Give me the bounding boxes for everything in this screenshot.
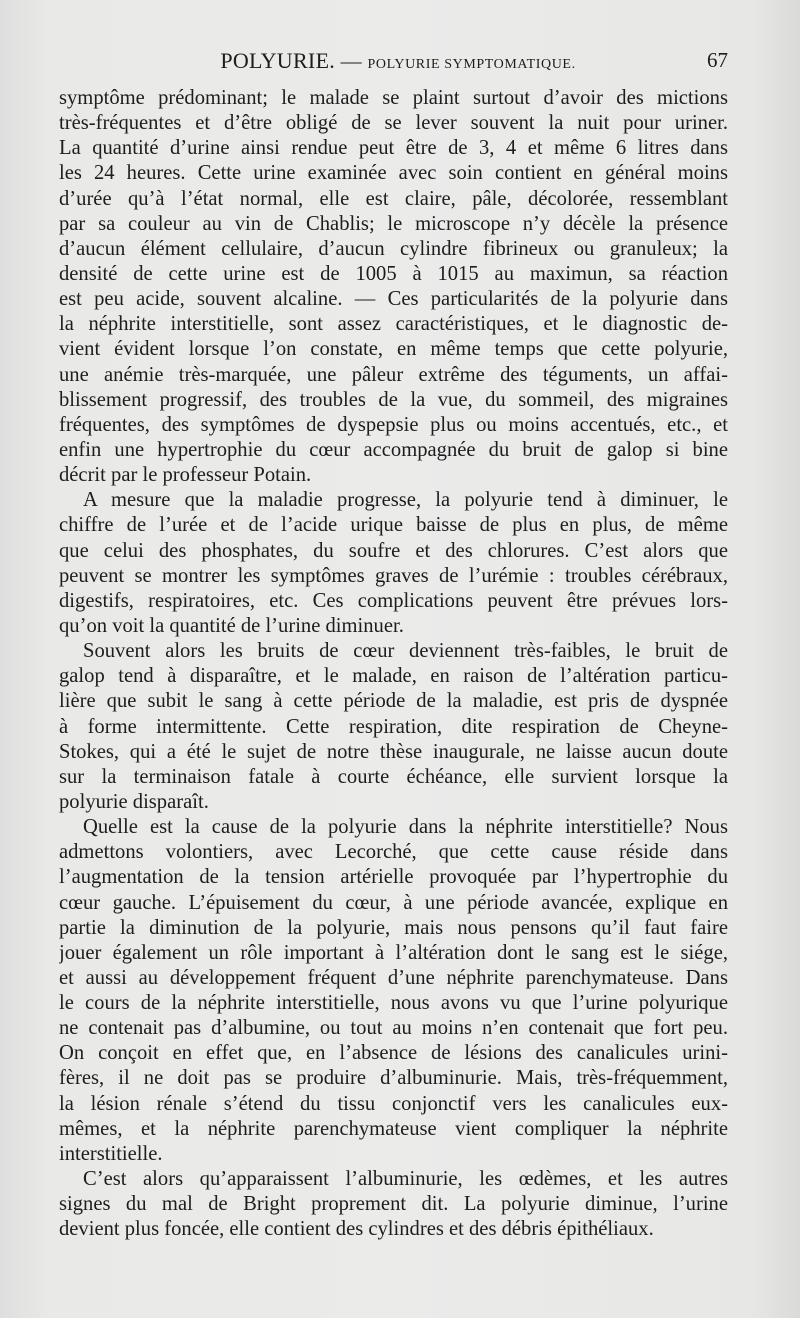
text-line: peuvent se montrer les symptômes graves de l’urémie : troubles cérébraux, bbox=[59, 564, 728, 587]
text-line: partie la diminution de la polyurie, mais nous pensons qu’il faut faire bbox=[59, 916, 728, 939]
text-line: la néphrite interstitielle, sont assez caractéristiques, et le diagnostic de- bbox=[59, 313, 728, 336]
text-line: admettons volontiers, avec Lecorché, que cette cause réside dans bbox=[59, 841, 728, 864]
body-text bbox=[59, 86, 728, 1242]
text-line: les 24 heures. Cette urine examinée avec soin contient en général moins bbox=[59, 162, 728, 185]
paragraph bbox=[59, 1167, 728, 1242]
text-line: très-fréquentes et d’être obligé de se lever souvent la nuit pour uriner. bbox=[59, 112, 728, 135]
running-header bbox=[60, 48, 736, 78]
text-line: C’est alors qu’apparaissent l’albuminurie, les œdèmes, et les autres bbox=[83, 1168, 728, 1191]
text-line: cœur gauche. L’épuisement du cœur, à une période avancée, explique en bbox=[59, 891, 728, 914]
text-line: d’urée qu’à l’état normal, elle est claire, pâle, décolorée, ressemblant bbox=[59, 187, 728, 210]
text-line: interstitielle. bbox=[59, 1142, 163, 1165]
text-line: que celui des phosphates, du soufre et des chlorures. C’est alors que bbox=[59, 539, 728, 562]
text-line: Quelle est la cause de la polyurie dans la néphrite interstitielle? Nous bbox=[83, 816, 728, 839]
text-line: signes du mal de Bright proprement dit. La polyurie diminue, l’urine bbox=[59, 1193, 728, 1216]
text-line: sur la terminaison fatale à courte échéance, elle survient lorsque la bbox=[59, 765, 728, 788]
text-line: La quantité d’urine ainsi rendue peut être de 3, 4 et même 6 litres dans bbox=[59, 137, 728, 160]
text-line: densité de cette urine est de 1005 à 1015 au maximun, sa réaction bbox=[59, 262, 728, 285]
text-line: décrit par le professeur Potain. bbox=[59, 464, 312, 487]
paragraph bbox=[59, 488, 728, 639]
text-line: enfin une hypertrophie du cœur accompagnée du bruit de galop si bine bbox=[59, 438, 728, 461]
text-line: d’aucun élément cellulaire, d’aucun cylindre fibrineux ou granuleux; la bbox=[59, 237, 728, 260]
text-line: une anémie très-marquée, une pâleur extrême des téguments, un affai- bbox=[59, 363, 728, 386]
text-line: la lésion rénale s’étend du tissu conjonctif vers les canalicules eux- bbox=[59, 1092, 728, 1115]
running-title-main: POLYURIE. bbox=[220, 48, 336, 73]
text-line: à forme intermittente. Cette respiration, dite respiration de Cheyne- bbox=[59, 715, 728, 738]
text-line: qu’on voit la quantité de l’urine diminuer. bbox=[59, 614, 404, 637]
text-line: mêmes, et la néphrite parenchymateuse vient compliquer la néphrite bbox=[59, 1117, 728, 1140]
text-line: Stokes, qui a été le sujet de notre thèse inaugurale, ne laisse aucun doute bbox=[59, 740, 728, 763]
text-line: vient évident lorsque l’on constate, en même temps que cette polyurie, bbox=[59, 338, 728, 361]
text-line: par sa couleur au vin de Chablis; le microscope n’y décèle la présence bbox=[59, 212, 728, 235]
text-line: le cours de la néphrite interstitielle, nous avons vu que l’urine polyurique bbox=[59, 992, 728, 1015]
text-line: digestifs, respiratoires, etc. Ces complications peuvent être prévues lors- bbox=[59, 589, 728, 612]
text-line: ne contenait pas d’albumine, ou tout au moins n’en contenait que fort peu. bbox=[59, 1017, 728, 1040]
paragraph bbox=[59, 639, 728, 815]
text-line: On conçoit en effet que, en l’absence de lésions des canalicules urini- bbox=[59, 1042, 728, 1065]
running-title-sub: POLYURIE SYMPTOMATIQUE. bbox=[367, 57, 576, 72]
text-line: fères, il ne doit pas se produire d’albuminurie. Mais, très-fréquemment, bbox=[59, 1067, 728, 1090]
text-line: symptôme prédominant; le malade se plaint surtout d’avoir des mictions bbox=[59, 87, 728, 109]
text-line: A mesure que la maladie progresse, la polyurie tend à diminuer, le bbox=[83, 489, 728, 512]
text-line: est peu acide, souvent alcaline. — Ces particularités de la polyurie dans bbox=[59, 288, 728, 311]
text-line: devient plus foncée, elle contient des cylindres et des débris épithéliaux. bbox=[59, 1218, 654, 1241]
text-line: polyurie disparaît. bbox=[59, 790, 209, 813]
text-line: chiffre de l’urée et de l’acide urique baisse de plus en plus, de même bbox=[59, 514, 728, 537]
text-line: Souvent alors les bruits de cœur deviennent très-faibles, le bruit de bbox=[83, 640, 728, 663]
running-title bbox=[60, 48, 736, 74]
text-line: blissement progressif, des troubles de la vue, du sommeil, des migraines bbox=[59, 388, 728, 411]
text-line: et aussi au développement fréquent d’une néphrite parenchymateuse. Dans bbox=[59, 966, 728, 989]
text-line: l’augmentation de la tension artérielle provoquée par l’hypertrophie du bbox=[59, 866, 728, 889]
text-line: galop tend à disparaître, et le malade, en raison de l’altération particu- bbox=[59, 665, 728, 688]
text-line: fréquentes, des symptômes de dyspepsie plus ou moins accentués, etc., et bbox=[59, 413, 728, 436]
paragraph bbox=[59, 815, 728, 1167]
text-line: jouer également un rôle important à l’altération dont le sang est le siége, bbox=[59, 941, 728, 964]
paragraph bbox=[59, 86, 728, 488]
text-line: lière que subit le sang à cette période de la maladie, est pris de dyspnée bbox=[59, 690, 728, 713]
page-number: 67 bbox=[707, 48, 728, 72]
running-title-separator: — bbox=[335, 49, 368, 73]
